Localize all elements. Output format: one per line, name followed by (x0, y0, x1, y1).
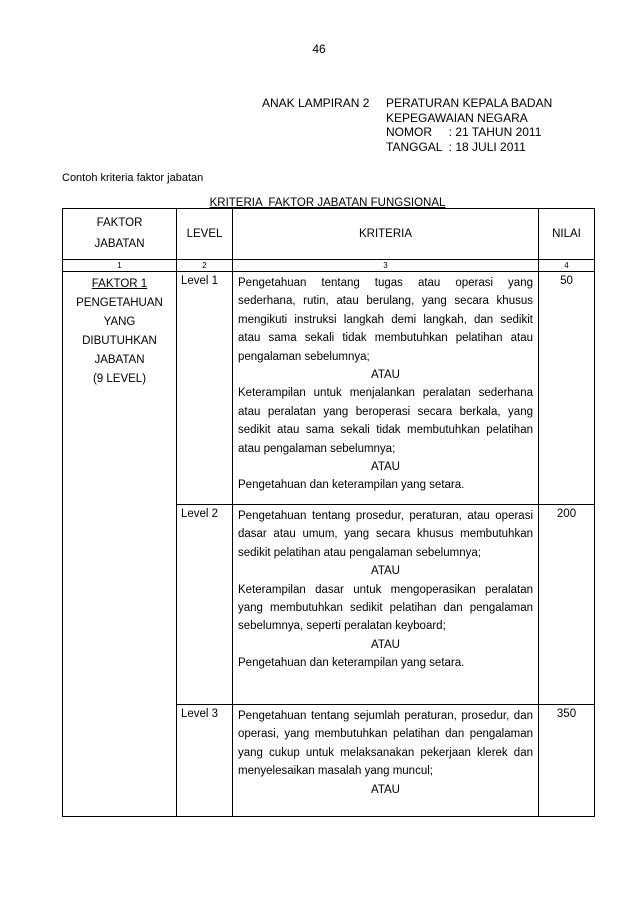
page-number: 46 (312, 42, 326, 56)
kriteria-separator: ATAU (371, 565, 400, 578)
level-cell: Level 3 (177, 705, 233, 817)
kriteria-paragraph: Keterampilan dasar untuk mengoperasikan peralatan yang membutuhkan sedikit pelatihan dan pengalaman sebelumnya, seperti peralatan keyboard; (238, 583, 533, 633)
kriteria-cell (233, 505, 539, 705)
kriteria-paragraph: Pengetahuan tentang prosedur, peraturan, atau operasi dasar atau umum, yang secara khusus membutuhkan sedikit pelatihan atau pengalaman sebelumnya; (238, 510, 533, 559)
kriteria-separator: ATAU (371, 461, 400, 474)
nilai-cell: 50 (539, 272, 595, 505)
nilai-cell: 200 (539, 505, 595, 705)
header-faktor-line: FAKTOR (96, 217, 143, 229)
table-header-row (63, 209, 595, 260)
header-nilai: NILAI (539, 209, 595, 260)
header-faktor-line: JABATAN (94, 238, 145, 250)
nilai-cell: 350 (539, 705, 595, 817)
header-level: LEVEL (177, 209, 233, 260)
faktor-cell (63, 272, 177, 817)
header-kriteria: KRITERIA (233, 209, 539, 260)
regulation-line: NOMOR : 21 TAHUN 2011 (386, 125, 542, 139)
kriteria-paragraph: Pengetahuan tentang tugas atau operasi yang sederhana, rutin, atau berulang, yang secara khusus mengikuti instruksi langkah demi langkah, dan sedikit atau sama sekali tidak membutuhkan pelatihan atau pengalaman sebelumnya; (238, 277, 533, 363)
column-number: 3 (233, 260, 539, 272)
criteria-table (62, 208, 595, 817)
attachment-label: ANAK LAMPIRAN 2 (262, 96, 370, 110)
kriteria-separator: ATAU (371, 369, 400, 382)
kriteria-paragraph: Pengetahuan dan keterampilan yang setara. (238, 657, 465, 670)
faktor-line: (9 LEVEL) (92, 373, 147, 385)
kriteria-cell (233, 272, 539, 505)
table-title: KRITERIA FAKTOR JABATAN FUNGSIONAL (209, 197, 446, 209)
kriteria-paragraph: Pengetahuan dan keterampilan yang setara. (238, 479, 465, 492)
kriteria-separator: ATAU (371, 638, 400, 651)
table-row (63, 272, 595, 505)
column-number: 2 (177, 260, 233, 272)
level-cell: Level 2 (177, 505, 233, 705)
kriteria-paragraph: Keterampilan untuk menjalankan peralatan sederhana atau peralatan yang beroperasi secara berkala, yang sedikit atau sama sekali tidak membutuhkan pelatihan atau pengalaman sebelumnya; (238, 387, 533, 455)
header-faktor (63, 209, 177, 260)
level-cell: Level 1 (177, 272, 233, 505)
column-number-row (63, 260, 595, 272)
faktor-line: JABATAN (94, 354, 145, 366)
faktor-line: PENGETAHUAN (76, 297, 163, 309)
intro-text: Contoh kriteria faktor jabatan (62, 172, 204, 184)
kriteria-separator: ATAU (371, 783, 400, 796)
faktor-title: FAKTOR 1 (91, 278, 148, 290)
regulation-line: TANGGAL : 18 JULI 2011 (386, 139, 526, 154)
kriteria-cell (233, 705, 539, 817)
regulation-reference (386, 96, 552, 154)
regulation-line: PERATURAN KEPALA BADAN (386, 96, 553, 110)
column-number: 4 (539, 260, 595, 272)
faktor-line: DIBUTUHKAN (82, 335, 157, 347)
column-number: 1 (63, 260, 177, 272)
regulation-line: KEPEGAWAIAN NEGARA (386, 110, 528, 125)
kriteria-paragraph: Pengetahuan tentang sejumlah peraturan, prosedur, dan operasi, yang membutuhkan pelatihan dan pengalaman yang cukup untuk melaksanakan pekerjaan klerek dan menyelesaikan masalah yang muncul; (238, 710, 533, 778)
faktor-line: YANG (103, 316, 136, 328)
